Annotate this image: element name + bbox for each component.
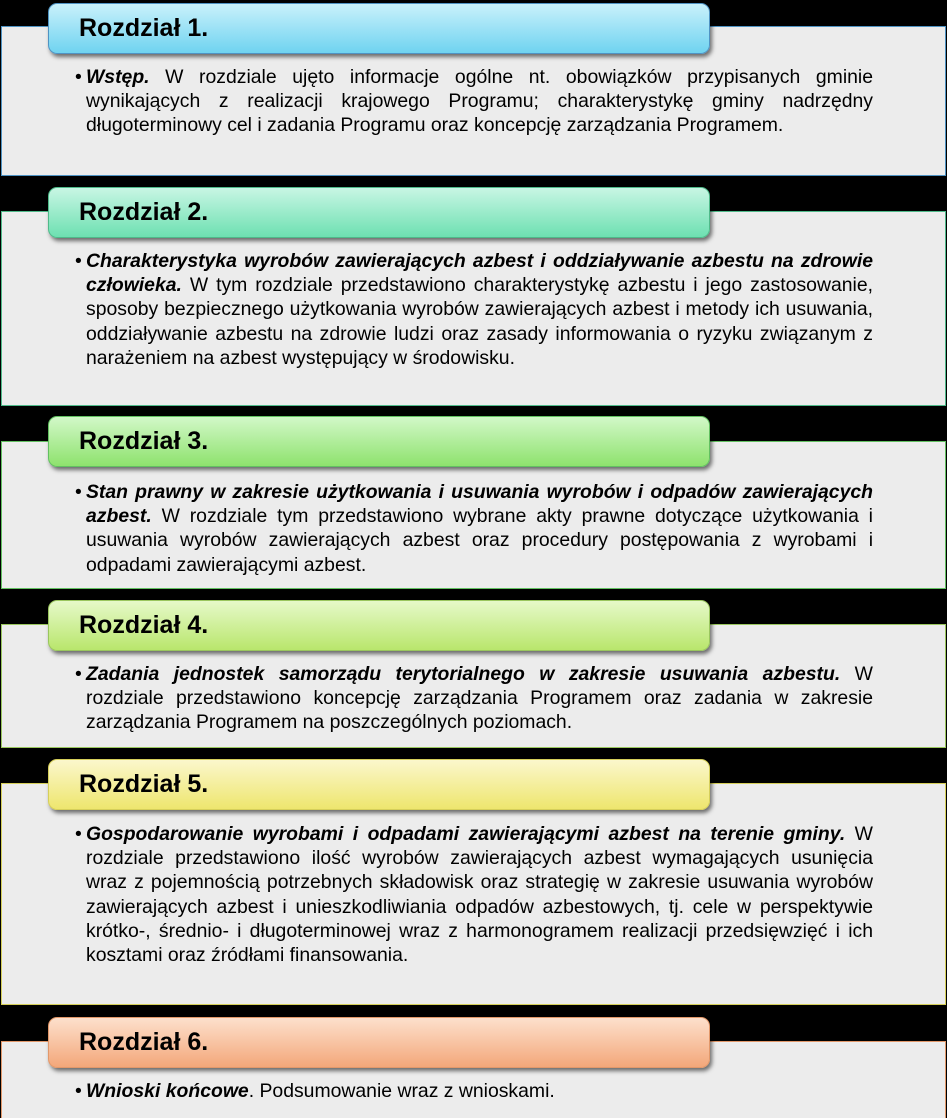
chapter-1-text: W rozdziale ujęto informacje ogólne nt. obowiązków przypisanych gminie wynikających z realizacji krajowego Programu; charakterystykę gminy nadrzędny długoterminowy cel i zadania Programu oraz koncepcję zarządzania Programem. — [86, 66, 873, 137]
bullet-icon: • — [75, 66, 82, 88]
chapter-1-title-tab — [48, 3, 710, 54]
chapter-5-lead: Gospodarowanie wyrobami i odpadami zawierającymi azbest na terenie gminy. — [86, 823, 846, 845]
chapter-1-lead: Wstęp. — [86, 66, 150, 88]
chapter-3-description — [75, 480, 873, 577]
bullet-icon: • — [75, 1080, 82, 1102]
chapter-2-text: W tym rozdziale przedstawiono charakterystykę azbestu i jego zastosowanie, sposoby bezpiecznego użytkowania wyrobów zawierających azbest i metody ich usuwania, oddziaływanie azbestu na zdrowie ludzi oraz zasady informowania o ryzyku związanym z narażeniem na azbest występujący w środowisku. — [86, 274, 873, 369]
chapter-6-description — [75, 1079, 873, 1103]
chapter-3-title-tab — [48, 416, 710, 467]
chapter-1-description — [75, 65, 873, 138]
chapter-2-lead: Charakterystyka wyrobów zawierających azbest i oddziaływanie azbestu na zdrowie człowieka. — [86, 250, 873, 297]
chapter-3-text: W rozdziale tym przedstawiono wybrane akty prawne dotyczące użytkowania i usuwania wyrobów zawierających azbest oraz procedury postępowania z wyrobami i odpadami zawierającymi azbest. — [86, 505, 873, 576]
chapter-6-title-tab — [48, 1017, 710, 1068]
bullet-icon: • — [75, 481, 82, 503]
chapter-4-title-tab — [48, 600, 710, 651]
chapter-5-title: Rozdział 5. — [79, 770, 209, 798]
chapter-5-title-tab — [48, 759, 710, 810]
chapter-3-lead: Stan prawny w zakresie użytkowania i usuwania wyrobów i odpadów zawierających azbest. — [86, 481, 873, 528]
chapter-2-title-tab — [48, 187, 710, 238]
chapter-4-description — [75, 662, 873, 735]
chapter-4-text: W rozdziale przedstawiono koncepcję zarządzania Programem oraz zadania w zakresie zarządzania Programem na poszczególnych poziomach. — [86, 663, 873, 734]
chapter-2-title: Rozdział 2. — [79, 198, 209, 226]
chapter-6-text: . Podsumowanie wraz z wnioskami. — [248, 1080, 555, 1102]
chapter-4-lead: Zadania jednostek samorządu terytorialnego w zakresie usuwania azbestu. — [86, 663, 841, 685]
chapter-1-title: Rozdział 1. — [79, 14, 209, 42]
chapter-6-lead: Wnioski końcowe — [86, 1080, 249, 1102]
chapter-3-title: Rozdział 3. — [79, 427, 209, 455]
chapter-5-text: W rozdziale przedstawiono ilość wyrobów zawierających azbest wymagających usunięcia wraz z pojemnością potrzebnych składowisk oraz strategię w zakresie usuwania wyrobów zawierających azbest i unieszkodliwiania odpadów azbestowych, tj. cele w perspektywie krótko-, średnio- i długoterminowej wraz z harmonogramem realizacji przedsięwzięć i ich kosztami oraz źródłami finansowania. — [86, 823, 873, 967]
bullet-icon: • — [75, 823, 82, 845]
chapter-5-description — [75, 822, 873, 967]
chapter-4-title: Rozdział 4. — [79, 611, 209, 639]
bullet-icon: • — [75, 663, 82, 685]
chapter-6-title: Rozdział 6. — [79, 1028, 209, 1056]
chapter-2-description — [75, 249, 873, 370]
bullet-icon: • — [75, 250, 82, 272]
